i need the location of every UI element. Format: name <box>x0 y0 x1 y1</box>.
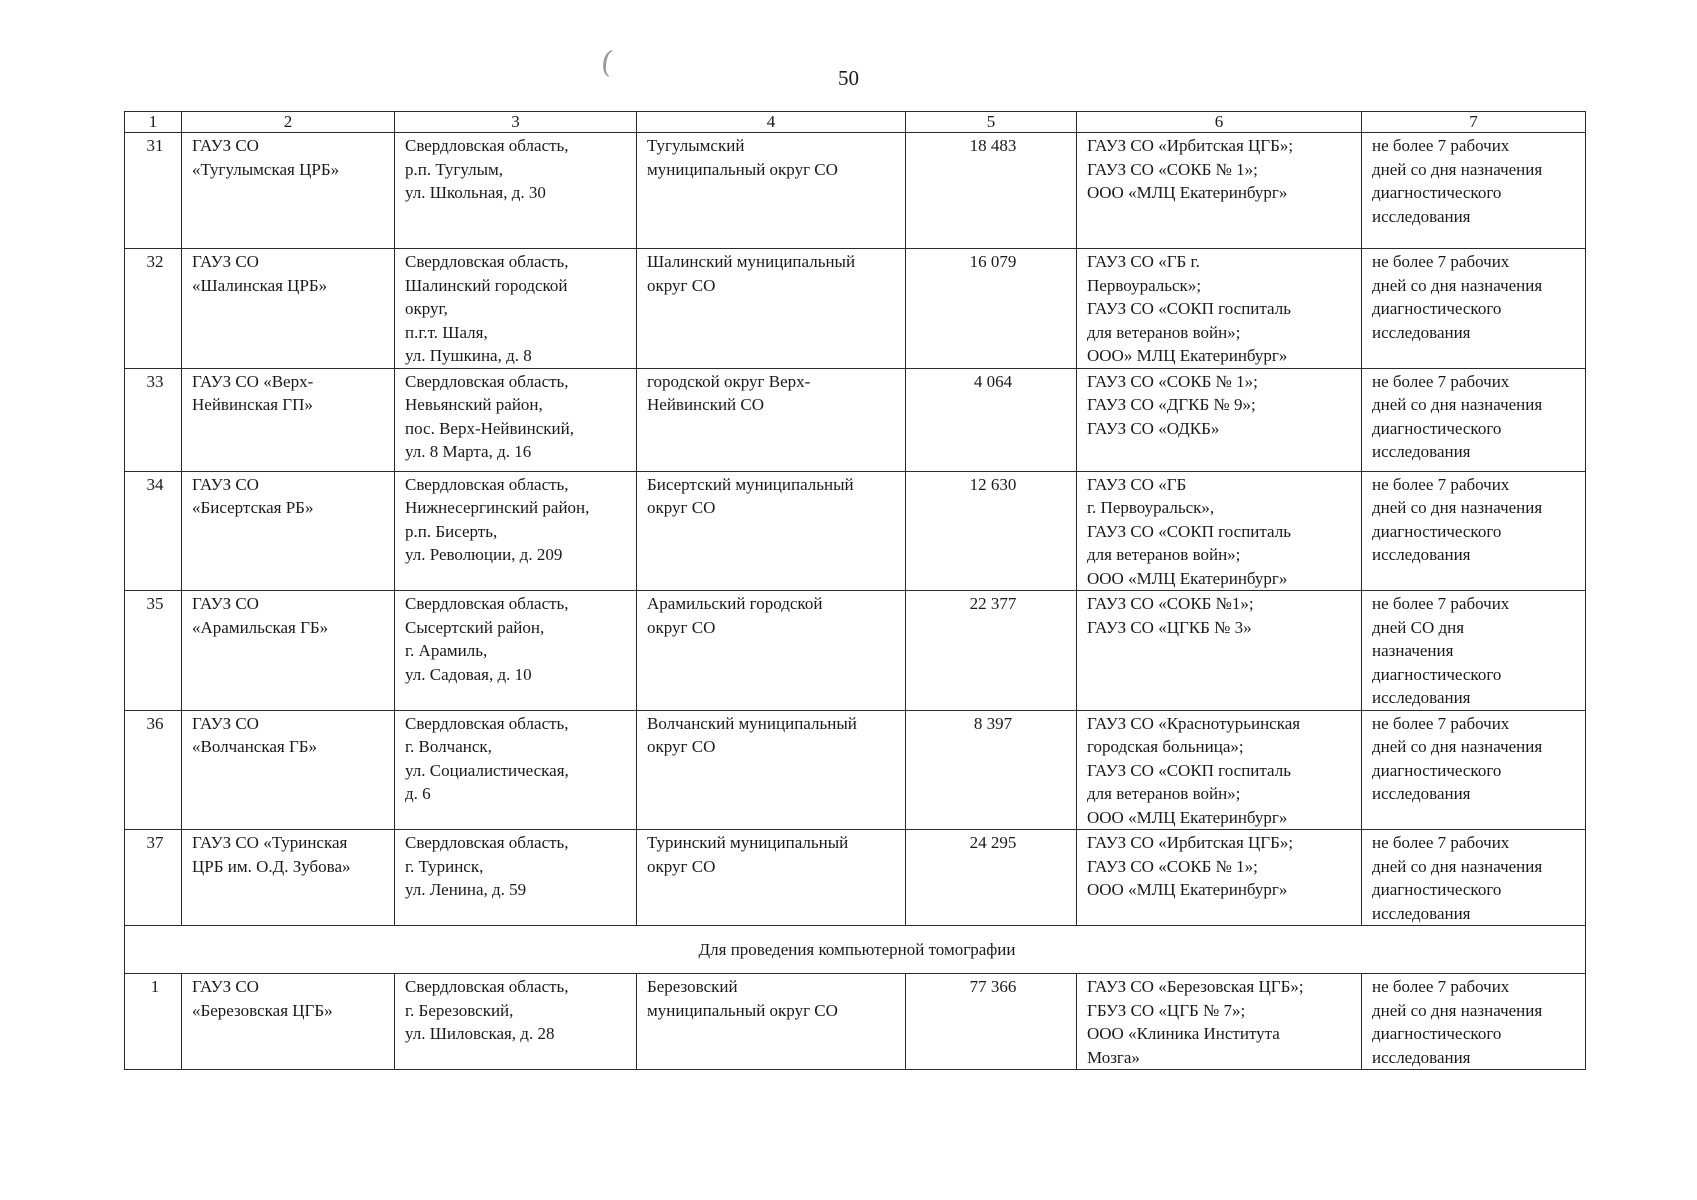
row-number: 34 <box>125 471 182 591</box>
partners-text: ГАУЗ СО «Ирбитская ЦГБ»; ГАУЗ СО «СОКБ № 1»; ООО «МЛЦ Екатеринбург» <box>1087 833 1294 899</box>
row-number: 36 <box>125 710 182 830</box>
address-text: Свердловская область, р.п. Тугулым, ул. Школьная, д. 30 <box>405 136 569 202</box>
deadline-cell <box>1362 368 1586 471</box>
column-header: 4 <box>637 112 906 133</box>
table-row <box>125 710 1586 830</box>
address-text: Свердловская область, Шалинский городской округ, п.г.т. Шаля, ул. Пушкина, д. 8 <box>405 252 569 365</box>
deadline-text: не более 7 рабочих дней со дня назначения диагностического исследования <box>1372 833 1543 923</box>
address-text: Свердловская область, Нижнесергинский район, р.п. Бисерть, ул. Революции, д. 209 <box>405 474 590 564</box>
district-cell <box>637 368 906 471</box>
column-number-row <box>125 112 1586 133</box>
address-cell <box>395 710 637 830</box>
population-cell: 18 483 <box>906 133 1077 249</box>
organization-text: ГАУЗ СО «Тугулымская ЦРБ» <box>192 136 340 179</box>
deadline-text: не более 7 рабочих дней со дня назначения диагностического исследования <box>1372 474 1543 564</box>
deadline-cell <box>1362 249 1586 369</box>
column-header: 5 <box>906 112 1077 133</box>
table-row <box>125 368 1586 471</box>
organization-cell <box>182 710 395 830</box>
deadline-cell <box>1362 974 1586 1070</box>
table-row <box>125 974 1586 1070</box>
deadline-cell <box>1362 133 1586 249</box>
address-text: Свердловская область, Сысертский район, г. Арамиль, ул. Садовая, д. 10 <box>405 594 569 684</box>
row-number: 37 <box>125 830 182 926</box>
organization-cell <box>182 974 395 1070</box>
organization-text: ГАУЗ СО «Туринская ЦРБ им. О.Д. Зубова» <box>192 833 351 876</box>
row-number: 35 <box>125 591 182 711</box>
deadline-cell <box>1362 591 1586 711</box>
population-cell: 8 397 <box>906 710 1077 830</box>
district-text: Арамильский городской округ СО <box>647 594 823 637</box>
organization-text: ГАУЗ СО «Бисертская РБ» <box>192 474 314 517</box>
section-title: Для проведения компьютерной томографии <box>125 926 1586 974</box>
deadline-text: не более 7 рабочих дней со дня назначения диагностического исследования <box>1372 713 1543 803</box>
partners-text: ГАУЗ СО «ГБ г. Первоуральск»; ГАУЗ СО «СОКП госпиталь для ветеранов войн»; ООО» МЛЦ Екатеринбург» <box>1087 252 1291 365</box>
partners-cell <box>1077 471 1362 591</box>
address-text: Свердловская область, г. Волчанск, ул. Социалистическая, д. 6 <box>405 713 569 803</box>
organization-cell <box>182 133 395 249</box>
partners-text: ГАУЗ СО «Краснотурьинская городская больница»; ГАУЗ СО «СОКП госпиталь для ветеранов войн»; ООО «МЛЦ Екатеринбург» <box>1087 713 1301 827</box>
partners-cell <box>1077 710 1362 830</box>
partners-cell <box>1077 830 1362 926</box>
partners-cell <box>1077 974 1362 1070</box>
district-text: Березовский муниципальный округ СО <box>647 977 838 1020</box>
table-row <box>125 249 1586 369</box>
organization-cell <box>182 591 395 711</box>
organization-text: ГАУЗ СО «Арамильская ГБ» <box>192 594 329 637</box>
table-row <box>125 830 1586 926</box>
district-cell <box>637 710 906 830</box>
table-row <box>125 591 1586 711</box>
row-number: 33 <box>125 368 182 471</box>
partners-cell <box>1077 249 1362 369</box>
address-cell <box>395 591 637 711</box>
deadline-cell <box>1362 471 1586 591</box>
district-cell <box>637 133 906 249</box>
organization-cell <box>182 368 395 471</box>
deadline-text: не более 7 рабочих дней со дня назначения диагностического исследования <box>1372 371 1543 461</box>
deadline-text: не более 7 рабочих дней СО дня назначения диагностического исследования <box>1372 594 1510 707</box>
population-cell: 77 366 <box>906 974 1077 1070</box>
organization-text: ГАУЗ СО «Шалинская ЦРБ» <box>192 252 328 295</box>
address-cell <box>395 368 637 471</box>
district-text: Бисертский муниципальный округ СО <box>647 474 854 517</box>
data-table <box>124 111 1586 1070</box>
partners-cell <box>1077 368 1362 471</box>
deadline-text: не более 7 рабочих дней со дня назначения диагностического исследования <box>1372 136 1543 226</box>
partners-cell <box>1077 133 1362 249</box>
population-cell: 4 064 <box>906 368 1077 471</box>
deadline-text: не более 7 рабочих дней со дня назначения диагностического исследования <box>1372 977 1543 1067</box>
column-header: 6 <box>1077 112 1362 133</box>
district-cell <box>637 830 906 926</box>
organization-cell <box>182 471 395 591</box>
district-text: городской округ Верх- Нейвинский СО <box>647 371 811 414</box>
address-cell <box>395 133 637 249</box>
district-text: Волчанский муниципальный округ СО <box>647 713 857 756</box>
district-cell <box>637 471 906 591</box>
organization-text: ГАУЗ СО «Волчанская ГБ» <box>192 713 318 756</box>
organization-text: ГАУЗ СО «Березовская ЦГБ» <box>192 977 333 1020</box>
row-number: 32 <box>125 249 182 369</box>
column-header: 2 <box>182 112 395 133</box>
address-text: Свердловская область, г. Туринск, ул. Ленина, д. 59 <box>405 833 569 899</box>
address-text: Свердловская область, г. Березовский, ул. Шиловская, д. 28 <box>405 977 569 1043</box>
page-number: 50 <box>838 66 859 90</box>
partners-text: ГАУЗ СО «Березовская ЦГБ»; ГБУЗ СО «ЦГБ № 7»; ООО «Клиника Института Мозга» <box>1087 977 1304 1067</box>
population-cell: 12 630 <box>906 471 1077 591</box>
district-cell <box>637 591 906 711</box>
address-cell <box>395 830 637 926</box>
district-cell <box>637 249 906 369</box>
deadline-cell <box>1362 830 1586 926</box>
district-text: Тугулымский муниципальный округ СО <box>647 136 838 179</box>
row-number: 31 <box>125 133 182 249</box>
column-header: 1 <box>125 112 182 133</box>
column-header: 3 <box>395 112 637 133</box>
deadline-cell <box>1362 710 1586 830</box>
table-row <box>125 133 1586 249</box>
partners-text: ГАУЗ СО «СОКБ №1»; ГАУЗ СО «ЦГКБ № 3» <box>1087 594 1254 637</box>
partners-text: ГАУЗ СО «Ирбитская ЦГБ»; ГАУЗ СО «СОКБ № 1»; ООО «МЛЦ Екатеринбург» <box>1087 136 1294 202</box>
district-text: Туринский муниципальный округ СО <box>647 833 849 876</box>
population-cell: 16 079 <box>906 249 1077 369</box>
section-header-row <box>125 926 1586 974</box>
address-cell <box>395 249 637 369</box>
organization-cell <box>182 249 395 369</box>
address-cell <box>395 471 637 591</box>
population-cell: 22 377 <box>906 591 1077 711</box>
population-cell: 24 295 <box>906 830 1077 926</box>
organization-text: ГАУЗ СО «Верх- Нейвинская ГП» <box>192 371 314 414</box>
address-text: Свердловская область, Невьянский район, пос. Верх-Нейвинский, ул. 8 Марта, д. 16 <box>405 371 575 461</box>
deadline-text: не более 7 рабочих дней со дня назначения диагностического исследования <box>1372 252 1543 342</box>
district-text: Шалинский муниципальный округ СО <box>647 252 856 295</box>
organization-cell <box>182 830 395 926</box>
row-number: 1 <box>125 974 182 1070</box>
district-cell <box>637 974 906 1070</box>
scan-mark: ( <box>598 44 616 81</box>
partners-cell <box>1077 591 1362 711</box>
address-cell <box>395 974 637 1070</box>
partners-text: ГАУЗ СО «ГБ г. Первоуральск», ГАУЗ СО «СОКП госпиталь для ветеранов войн»; ООО «МЛЦ Екатеринбург» <box>1087 474 1291 588</box>
table-row <box>125 471 1586 591</box>
partners-text: ГАУЗ СО «СОКБ № 1»; ГАУЗ СО «ДГКБ № 9»; ГАУЗ СО «ОДКБ» <box>1087 371 1258 438</box>
column-header: 7 <box>1362 112 1586 133</box>
